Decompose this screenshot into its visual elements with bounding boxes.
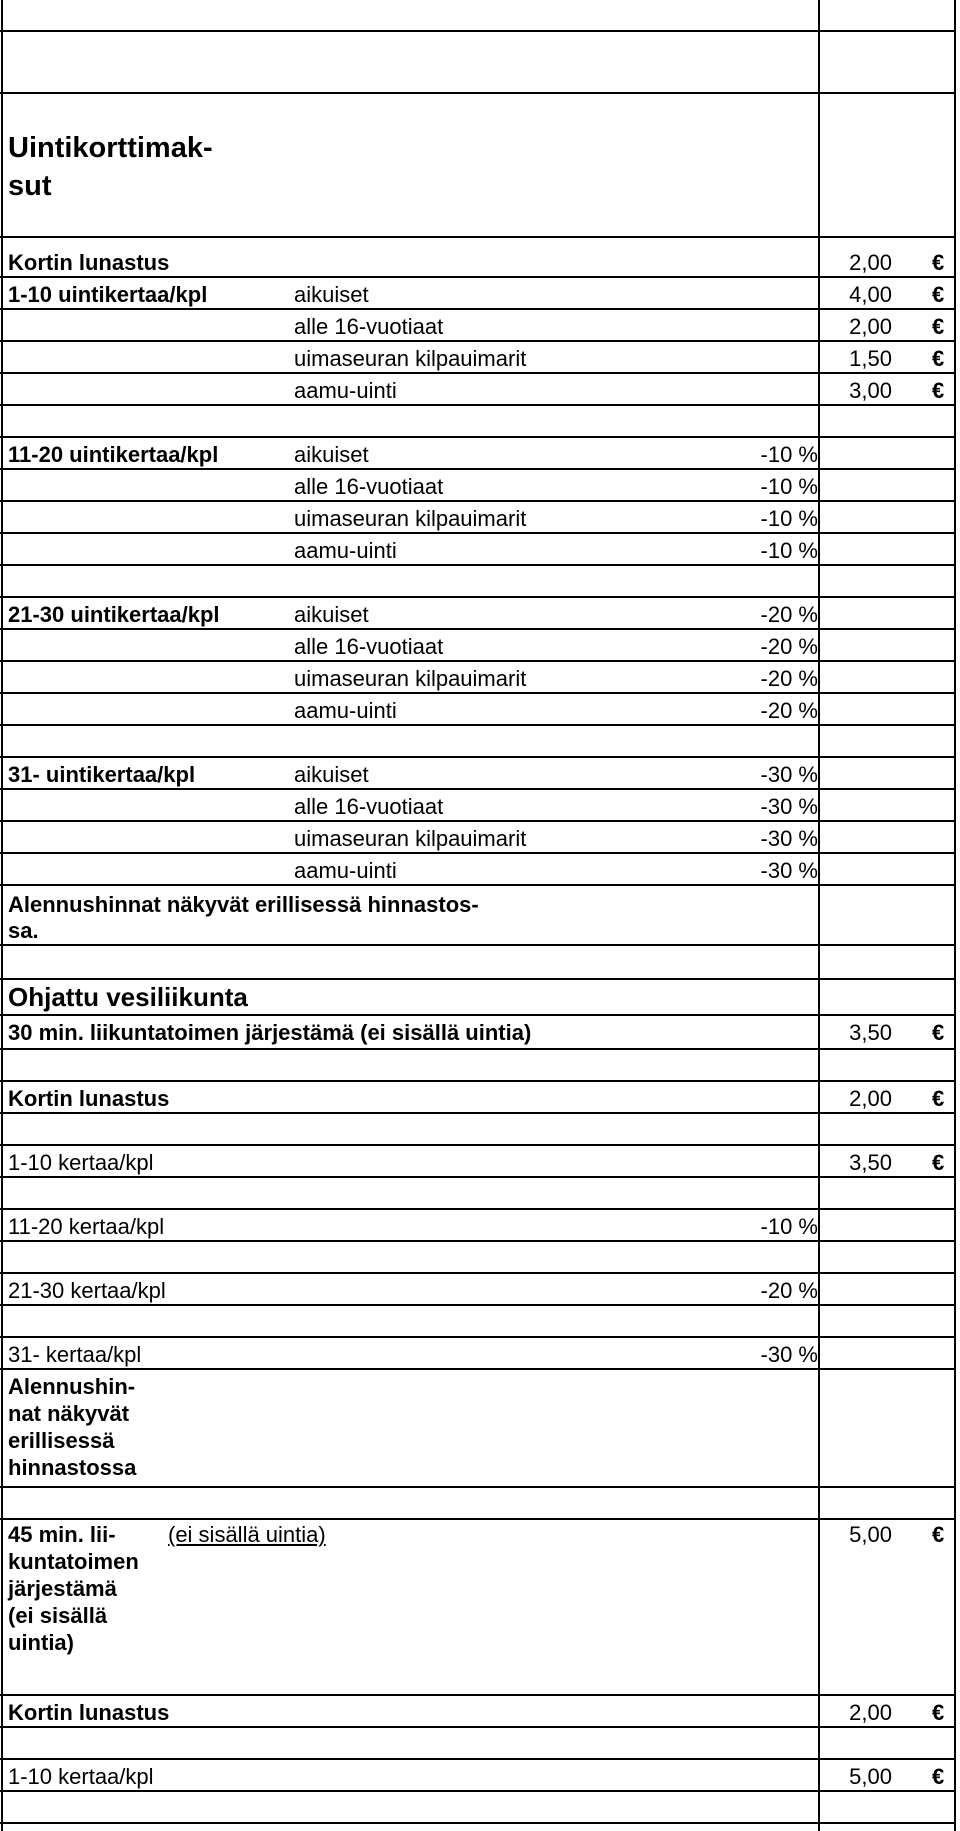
- row-line: [0, 1520, 956, 1696]
- page-title-line1: Uintikorttimak-: [8, 132, 213, 164]
- group4-cat: uimaseuran kilpauimarit: [294, 826, 527, 851]
- euro-icon: €: [932, 1020, 945, 1045]
- group3-label: 21-30 uintikertaa/kpl: [8, 602, 220, 627]
- group3-val: -20 %: [760, 634, 818, 659]
- group1-val: 1,50: [849, 346, 892, 371]
- group3-cat: aamu-uinti: [294, 698, 397, 723]
- row-line: [0, 1050, 956, 1082]
- group3-val: -20 %: [760, 698, 818, 723]
- row-line: [0, 406, 956, 438]
- euro-icon: €: [932, 314, 945, 339]
- row-line: [0, 1178, 956, 1210]
- group2-label: 11-20 uintikertaa/kpl: [8, 442, 219, 467]
- k2-label: 11-20 kertaa/kpl: [8, 1214, 165, 1239]
- group1-val: 3,00: [849, 378, 892, 403]
- group4-val: -30 %: [760, 794, 818, 819]
- row-line: [0, 310, 956, 342]
- guided-note-line: nat näkyvät: [8, 1401, 130, 1426]
- row-line: [0, 32, 956, 94]
- euro-icon: €: [932, 250, 945, 275]
- group1-cat: aikuiset: [294, 282, 369, 307]
- section-heading-guided: Ohjattu vesiliikunta: [8, 982, 248, 1012]
- row-line: [0, 1306, 956, 1338]
- euro-icon: €: [932, 1522, 945, 1547]
- group4-cat: aikuiset: [294, 762, 369, 787]
- k3-label: 21-30 kertaa/kpl: [8, 1278, 166, 1303]
- guided-card-fee-value: 2,00: [849, 1086, 892, 1111]
- group2-val: -10 %: [760, 538, 818, 563]
- row-line: [0, 374, 956, 406]
- row-line: [0, 1242, 956, 1274]
- euro-icon: €: [932, 346, 945, 371]
- guided-note-line: Alennushin-: [8, 1374, 136, 1399]
- group3-cat: uimaseuran kilpauimarit: [294, 666, 527, 691]
- k1-label: 1-10 kertaa/kpl: [8, 1150, 154, 1175]
- group1-label: 1-10 uintikertaa/kpl: [8, 282, 208, 307]
- discount-note-line1: Alennushinnat näkyvät erillisessä hinnastos-: [8, 892, 479, 917]
- guided-card-fee2-value: 2,00: [849, 1700, 892, 1725]
- page-title-line2: sut: [8, 170, 52, 202]
- min30-value: 3,50: [849, 1020, 892, 1045]
- group3-cat: aikuiset: [294, 602, 369, 627]
- group2-val: -10 %: [760, 474, 818, 499]
- k3-value: -20 %: [760, 1278, 818, 1303]
- row-line: [0, 726, 956, 758]
- euro-icon: €: [932, 1700, 945, 1725]
- min45-label-line: 45 min. lii-: [8, 1522, 116, 1547]
- guided-card-fee2-label: Kortin lunastus: [8, 1700, 170, 1725]
- k5-label: 1-10 kertaa/kpl: [8, 1764, 154, 1789]
- group3-val: -20 %: [760, 666, 818, 691]
- group2-cat: alle 16-vuotiaat: [294, 474, 444, 499]
- group3-cat: alle 16-vuotiaat: [294, 634, 444, 659]
- row-line: [0, 1114, 956, 1146]
- euro-icon: €: [932, 1764, 945, 1789]
- group2-val: -10 %: [760, 506, 818, 531]
- euro-icon: €: [932, 1150, 945, 1175]
- group1-cat: alle 16-vuotiaat: [294, 314, 444, 339]
- row-line: [0, 1488, 956, 1520]
- group4-val: -30 %: [760, 826, 818, 851]
- row-line: [0, 94, 956, 238]
- min45-label-line: uintia): [8, 1630, 74, 1655]
- row-line: [0, 1792, 956, 1824]
- group2-cat: aamu-uinti: [294, 538, 397, 563]
- group4-val: -30 %: [760, 762, 818, 787]
- group2-cat: uimaseuran kilpauimarit: [294, 506, 527, 531]
- euro-icon: €: [932, 378, 945, 403]
- group3-val: -20 %: [760, 602, 818, 627]
- k4-value: -30 %: [760, 1342, 818, 1367]
- card-fee-label: Kortin lunastus: [8, 250, 170, 275]
- min45-sub-link[interactable]: (ei sisällä uintia): [168, 1522, 326, 1547]
- group1-cat: aamu-uinti: [294, 378, 397, 403]
- group4-val: -30 %: [760, 858, 818, 883]
- min45-label-line: kuntatoimen: [8, 1549, 139, 1574]
- guided-card-fee-label: Kortin lunastus: [8, 1086, 170, 1111]
- card-fee-value: 2,00: [849, 250, 892, 275]
- k1-value: 3,50: [849, 1150, 892, 1175]
- row-line: [0, 946, 956, 980]
- row-line: [0, 0, 956, 32]
- group4-label: 31- uintikertaa/kpl: [8, 762, 196, 787]
- group1-val: 2,00: [849, 314, 892, 339]
- guided-note-line: erillisessä: [8, 1428, 115, 1453]
- row-line: [0, 566, 956, 598]
- min30-label: 30 min. liikuntatoimen järjestämä (ei sisällä uintia): [8, 1020, 532, 1045]
- k2-value: -10 %: [760, 1214, 818, 1239]
- euro-icon: €: [932, 1086, 945, 1111]
- k5-value: 5,00: [849, 1764, 892, 1789]
- min45-value: 5,00: [849, 1522, 892, 1547]
- discount-note-line2: sa.: [8, 918, 39, 943]
- euro-icon: €: [932, 282, 945, 307]
- row-line: [0, 1728, 956, 1760]
- row-line: [0, 1370, 956, 1488]
- group1-val: 4,00: [849, 282, 892, 307]
- group4-cat: alle 16-vuotiaat: [294, 794, 444, 819]
- group1-cat: uimaseuran kilpauimarit: [294, 346, 527, 371]
- guided-note-line: hinnastossa: [8, 1455, 137, 1480]
- min45-label-line: (ei sisällä: [8, 1603, 108, 1628]
- min45-label-line: järjestämä: [8, 1576, 117, 1601]
- group2-val: -10 %: [760, 442, 818, 467]
- group2-cat: aikuiset: [294, 442, 369, 467]
- group4-cat: aamu-uinti: [294, 858, 397, 883]
- k4-label: 31- kertaa/kpl: [8, 1342, 142, 1367]
